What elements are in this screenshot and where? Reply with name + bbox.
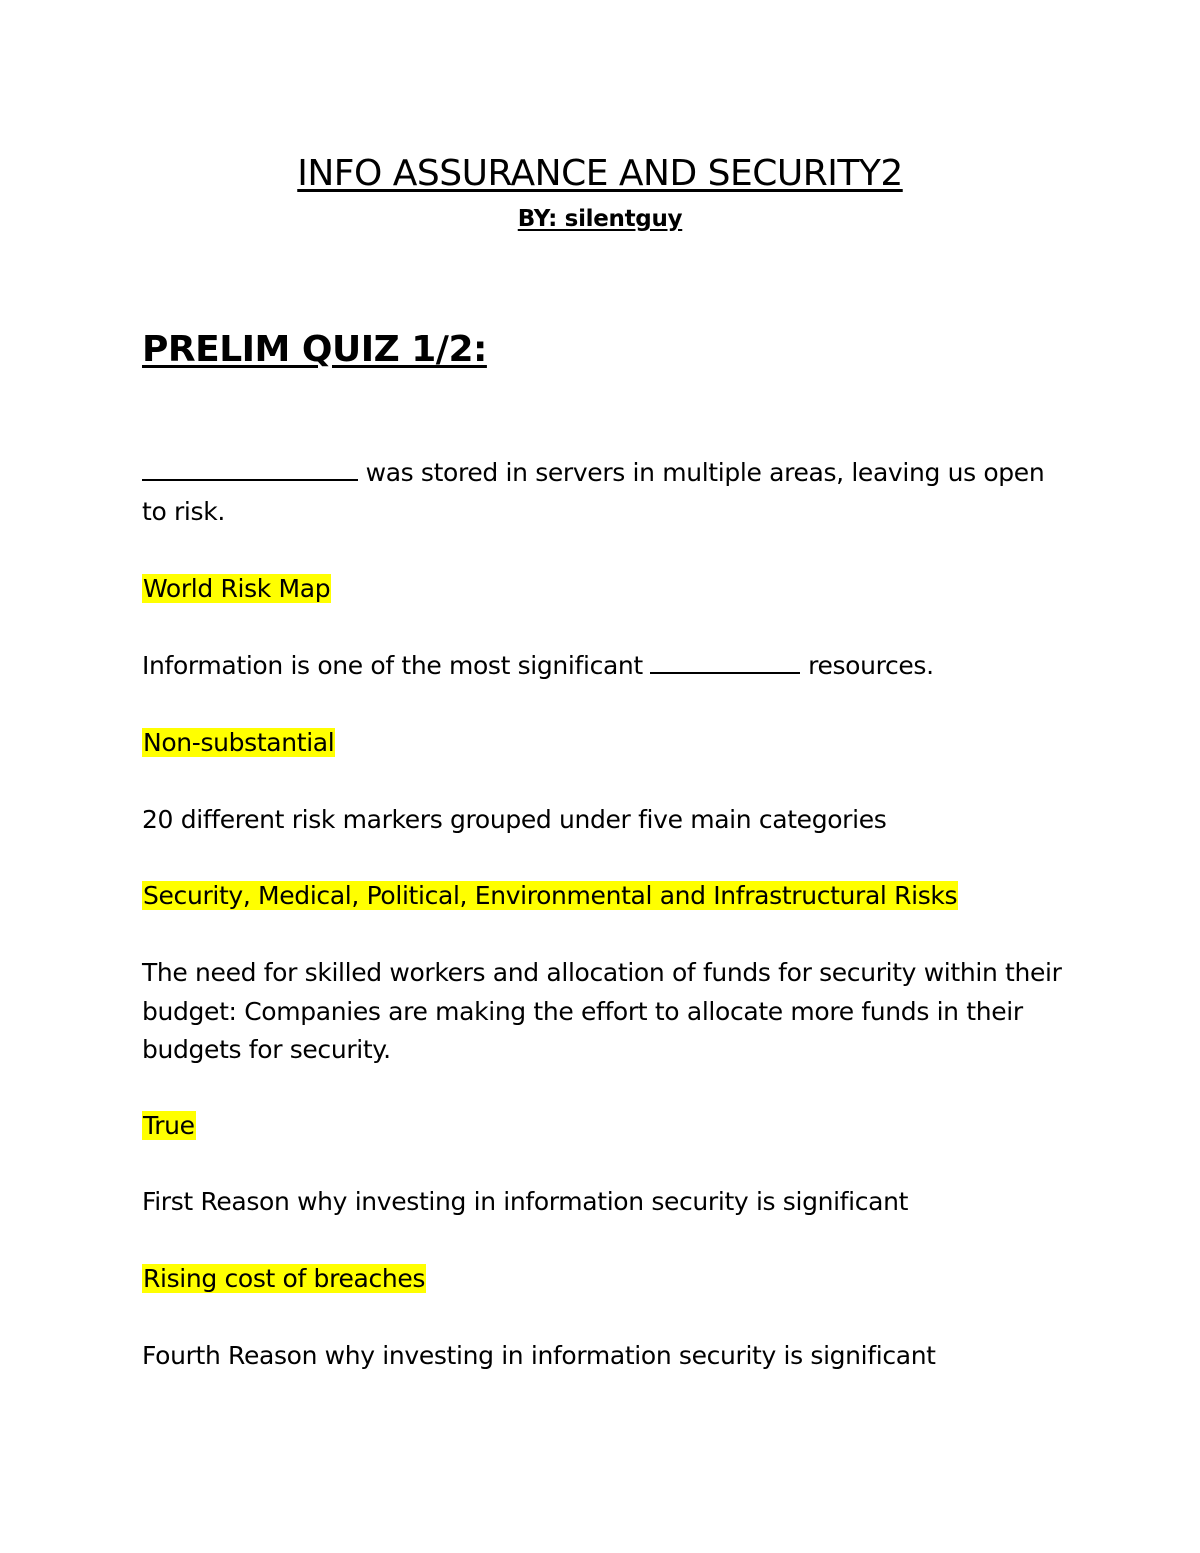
- answer-2: [142, 724, 1072, 763]
- document-byline: BY: silentguy: [517, 206, 683, 232]
- answer-5: [142, 1260, 1072, 1299]
- document-title: INFO ASSURANCE AND SECURITY2: [297, 153, 903, 194]
- question-text: First Reason why investing in information security is significant: [142, 1187, 909, 1216]
- answer-highlight: True: [143, 1111, 195, 1140]
- question-6: [142, 1337, 1072, 1376]
- answer-highlight: Security, Medical, Political, Environmental and Infrastructural Risks: [143, 881, 958, 910]
- question-text: Information is one of the most significant resources.: [142, 651, 934, 680]
- section-heading: PRELIM QUIZ 1/2:: [142, 329, 487, 370]
- question-text: Fourth Reason why investing in information security is significant: [142, 1341, 936, 1370]
- answer-4: [142, 1107, 1072, 1146]
- question-3: [142, 801, 1072, 840]
- answer-3: [142, 877, 1072, 916]
- question-text: The need for skilled workers and allocation of funds for security within their budget: Companies are making the effort to allocate more funds in their budgets for security.: [142, 958, 1070, 1064]
- answer-highlight: Non-substantial: [143, 728, 335, 757]
- question-text: was stored in servers in multiple areas, leaving us open to risk.: [142, 458, 1052, 526]
- answer-highlight: Rising cost of breaches: [143, 1264, 426, 1293]
- question-2: [142, 647, 1072, 686]
- fill-in-blank: [650, 650, 800, 674]
- answer-highlight: World Risk Map: [143, 574, 331, 603]
- question-text: 20 different risk markers grouped under five main categories: [142, 805, 887, 834]
- question-1: [142, 454, 1072, 531]
- question-4: [142, 954, 1072, 1070]
- answer-1: [142, 570, 1072, 609]
- fill-in-blank: [142, 457, 358, 481]
- question-5: [142, 1183, 1072, 1222]
